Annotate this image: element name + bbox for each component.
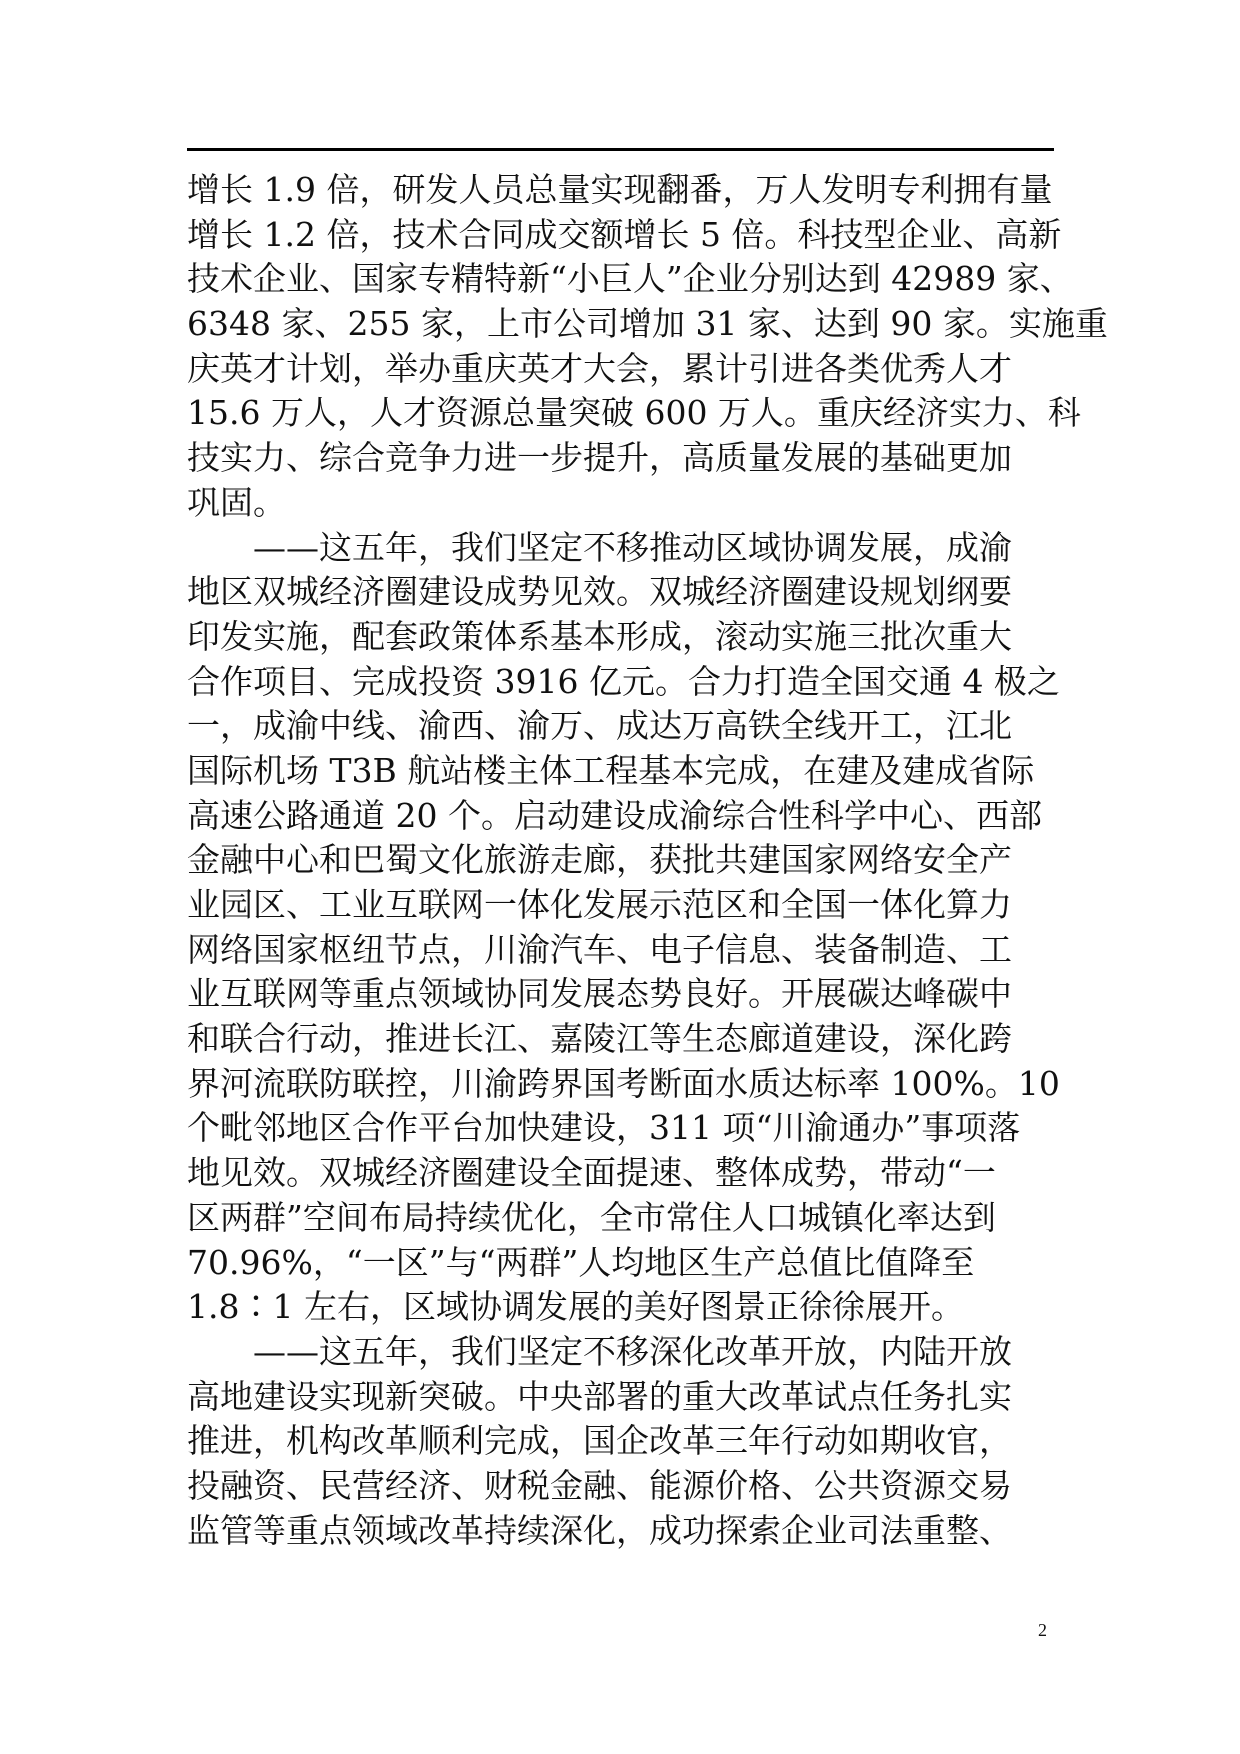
text-line: 界河流联防联控，川渝跨界国考断面水质达标率 100%。10 xyxy=(187,1063,1060,1103)
text-line: 高速公路通道 20 个。启动建设成渝综合性科学中心、西部 xyxy=(187,795,1042,835)
header-rule xyxy=(187,148,1054,151)
text-line: 区两群”空间布局持续优化，全市常住人口城镇化率达到 xyxy=(187,1197,996,1237)
page-number: 2 xyxy=(1038,1620,1047,1640)
text-line: 推进，机构改革顺利完成，国企改革三年行动如期收官， xyxy=(187,1421,1012,1461)
text-line: 6348 家、255 家，上市公司增加 31 家、达到 90 家。实施重 xyxy=(187,304,1108,344)
text-line: 庆英才计划，举办重庆英才大会，累计引进各类优秀人才 xyxy=(187,348,1012,388)
text-line: 投融资、民营经济、财税金融、能源价格、公共资源交易 xyxy=(187,1465,1012,1505)
text-line: 70.96%，“一区”与“两群”人均地区生产总值比值降至 xyxy=(187,1242,975,1282)
text-line: 地见效。双城经济圈建设全面提速、整体成势，带动“一 xyxy=(187,1153,996,1193)
text-line: ——这五年，我们坚定不移深化改革开放，内陆开放 xyxy=(187,1331,1012,1371)
text-line: 一，成渝中线、渝西、渝万、成达万高铁全线开工，江北 xyxy=(187,706,1012,746)
text-line: 15.6 万人，人才资源总量突破 600 万人。重庆经济实力、科 xyxy=(187,393,1081,433)
text-line: 合作项目、完成投资 3916 亿元。合力打造全国交通 4 极之 xyxy=(187,661,1060,701)
text-line: 业互联网等重点领域协同发展态势良好。开展碳达峰碳中 xyxy=(187,974,1012,1014)
text-line: 地区双城经济圈建设成势见效。双城经济圈建设规划纲要 xyxy=(187,572,1012,612)
text-line: 网络国家枢纽节点，川渝汽车、电子信息、装备制造、工 xyxy=(187,929,1012,969)
body-text xyxy=(187,168,1108,1553)
text-line: 增长 1.2 倍，技术合同成交额增长 5 倍。科技型企业、高新 xyxy=(187,214,1062,254)
text-line: 技术企业、国家专精特新“小巨人”企业分别达到 42989 家、 xyxy=(187,259,1073,299)
text-line: 业园区、工业互联网一体化发展示范区和全国一体化算力 xyxy=(187,885,1012,924)
text-line: 巩固。 xyxy=(187,482,286,522)
text-line: ——这五年，我们坚定不移推动区域协调发展，成渝 xyxy=(187,527,1012,567)
text-line: 金融中心和巴蜀文化旅游走廊，获批共建国家网络安全产 xyxy=(187,840,1012,880)
text-line: 技实力、综合竞争力进一步提升，高质量发展的基础更加 xyxy=(187,438,1012,478)
text-line: 和联合行动，推进长江、嘉陵江等生态廊道建设，深化跨 xyxy=(187,1019,1012,1059)
text-line: 高地建设实现新突破。中央部署的重大改革试点任务扎实 xyxy=(187,1376,1012,1416)
text-line: 个毗邻地区合作平台加快建设，311 项“川渝通办”事项落 xyxy=(187,1108,1021,1148)
text-line: 1.8∶1 左右，区域协调发展的美好图景正徐徐展开。 xyxy=(187,1287,964,1327)
text-line: 印发实施，配套政策体系基本形成，滚动实施三批次重大 xyxy=(187,616,1012,656)
text-line: 增长 1.9 倍，研发人员总量实现翻番，万人发明专利拥有量 xyxy=(187,170,1053,209)
text-line: 国际机场 T3B 航站楼主体工程基本完成，在建及建成省际 xyxy=(187,750,1035,790)
text-line: 监管等重点领域改革持续深化，成功探索企业司法重整、 xyxy=(187,1510,1012,1550)
